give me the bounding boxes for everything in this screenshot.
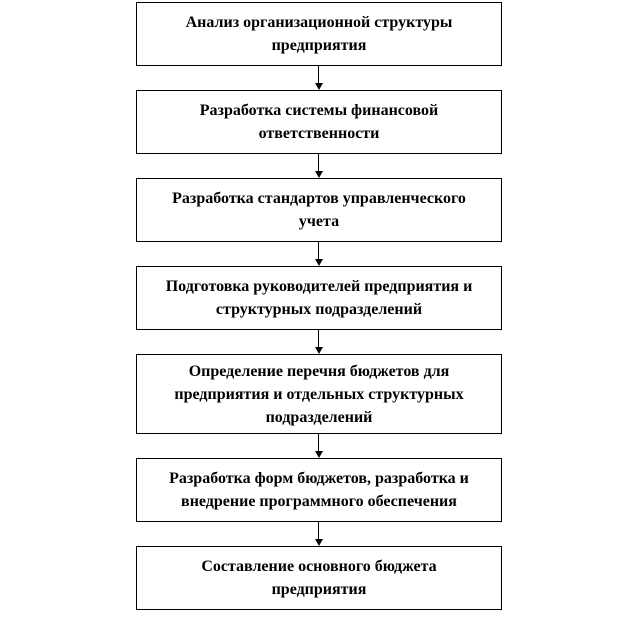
arrow-down-connector	[312, 434, 326, 458]
arrow-shaft	[318, 522, 319, 540]
flow-step-label: Анализ организационной структуры предприятия	[185, 14, 453, 54]
flow-step-budget-forms-software	[136, 458, 502, 522]
flow-step-budget-list	[136, 354, 502, 434]
flow-step-label: Разработка стандартов управленческого учета	[172, 190, 466, 230]
arrow-head-icon	[315, 347, 323, 354]
arrow-head-icon	[315, 539, 323, 546]
arrow-down-connector	[312, 330, 326, 354]
arrow-shaft	[318, 154, 319, 172]
arrow-down-connector	[312, 66, 326, 90]
arrow-head-icon	[315, 451, 323, 458]
flow-step-accounting-standards	[136, 178, 502, 242]
arrow-down-connector	[312, 154, 326, 178]
arrow-head-icon	[315, 259, 323, 266]
arrow-head-icon	[315, 83, 323, 90]
arrow-down-connector	[312, 242, 326, 266]
arrow-shaft	[318, 434, 319, 452]
arrow-shaft	[318, 242, 319, 260]
arrow-head-icon	[315, 171, 323, 178]
flow-step-label: Подготовка руководителей предприятия и структурных подразделений	[165, 278, 473, 318]
flow-step-master-budget	[136, 546, 502, 610]
flow-step-label: Разработка форм бюджетов, разработка и внедрение программного обеспечения	[169, 470, 469, 510]
flow-step-financial-responsibility	[136, 90, 502, 154]
flow-step-managers-training	[136, 266, 502, 330]
flow-step-label: Определение перечня бюджетов для предприятия и отдельных структурных подразделений	[174, 362, 464, 426]
flow-step-label: Составление основного бюджета предприятия	[201, 558, 437, 598]
arrow-down-connector	[312, 522, 326, 546]
arrow-shaft	[318, 330, 319, 348]
flow-step-org-structure-analysis	[136, 2, 502, 66]
flow-step-label: Разработка системы финансовой ответственности	[199, 102, 439, 142]
arrow-shaft	[318, 66, 319, 84]
